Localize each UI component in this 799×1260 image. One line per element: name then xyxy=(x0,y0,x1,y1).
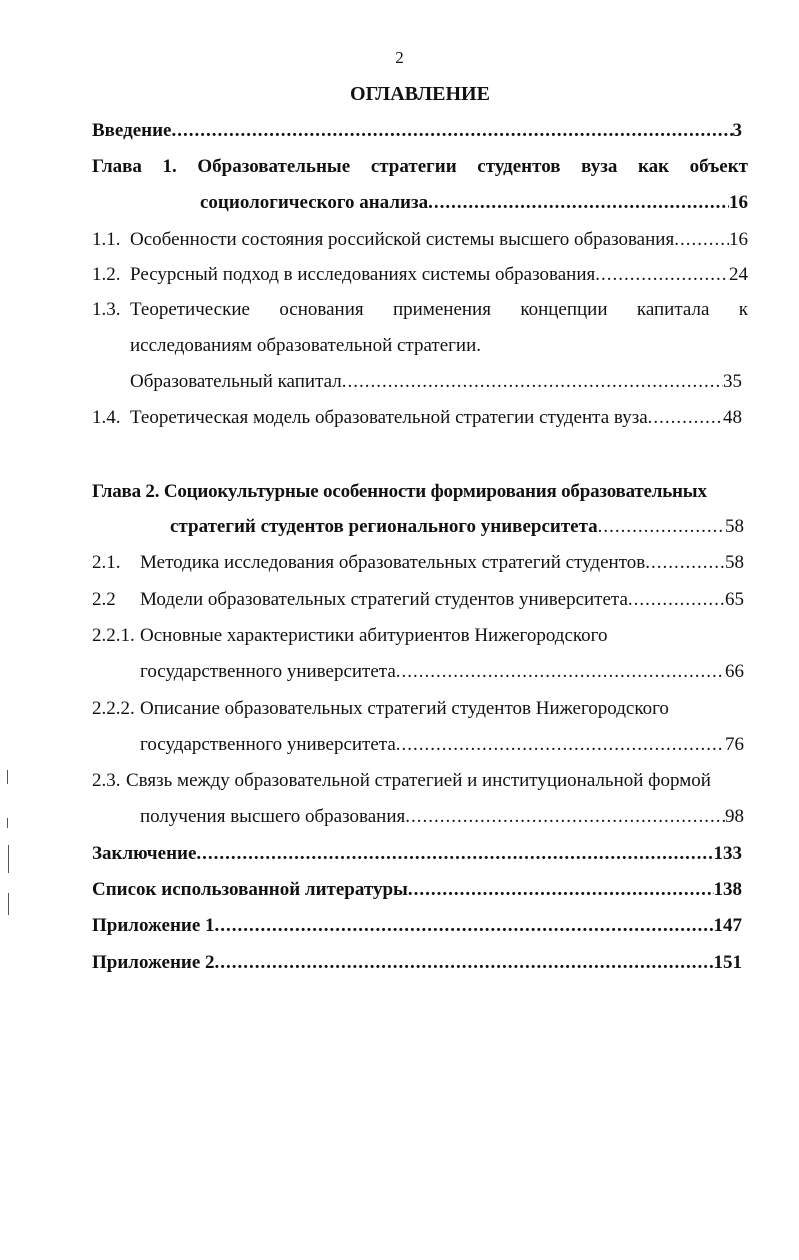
dot-leader xyxy=(196,843,713,865)
toc-entry-text: стратегий студентов регионального университета xyxy=(170,516,598,537)
heading-word: 1. xyxy=(162,156,177,177)
dot-leader xyxy=(396,661,725,683)
dot-leader xyxy=(405,806,725,828)
toc-section-1-1[interactable] xyxy=(92,229,748,251)
toc-page-number: 58 xyxy=(725,552,744,573)
heading-word: применения xyxy=(392,299,491,320)
heading-word: стратегии xyxy=(370,156,457,177)
toc-entry-text: Описание образовательных стратегий студентов Нижегородского xyxy=(140,698,669,719)
section-title-line xyxy=(130,299,748,321)
toc-page-number: 147 xyxy=(713,915,742,936)
toc-section-2-2-1-continuation[interactable] xyxy=(140,661,744,683)
section-number: 2.2.1. xyxy=(92,625,135,646)
dot-leader xyxy=(595,264,729,286)
toc-page-number: 138 xyxy=(713,879,742,900)
toc-page-number: 58 xyxy=(725,516,744,537)
dot-leader xyxy=(396,734,725,756)
toc-entry-text: Заключение xyxy=(92,843,197,864)
section-number: 1.3. xyxy=(92,299,121,320)
toc-entry-appendix-1[interactable] xyxy=(92,915,742,937)
toc-entry-text: Приложение 1 xyxy=(92,915,215,936)
scan-artifact xyxy=(8,845,9,873)
toc-section-2-2-2[interactable] xyxy=(92,698,712,720)
toc-entry-text: Приложение 2 xyxy=(92,952,215,973)
dot-leader xyxy=(342,371,723,393)
toc-entry-text: Ресурсный подход в исследованиях системы образования xyxy=(130,264,596,285)
section-number: 1.4. xyxy=(92,407,121,428)
dot-leader xyxy=(598,516,725,538)
toc-entry-text: государственного университета xyxy=(140,734,396,755)
toc-page-number: 151 xyxy=(713,952,742,973)
dot-leader xyxy=(645,552,725,574)
section-number: 1.2. xyxy=(92,264,121,285)
toc-section-2-3-continuation[interactable] xyxy=(140,806,744,828)
scan-artifact xyxy=(7,770,8,784)
scan-artifact xyxy=(8,893,9,915)
page-number: 2 xyxy=(395,48,404,67)
dot-leader xyxy=(215,952,714,974)
heading-word: студентов xyxy=(477,156,561,177)
toc-page-number: 76 xyxy=(725,734,744,755)
heading-word: к xyxy=(738,299,748,320)
toc-entry-text: получения высшего образования xyxy=(140,806,406,827)
dot-leader xyxy=(428,192,729,214)
dot-leader xyxy=(408,879,714,901)
toc-page-number: 65 xyxy=(725,589,744,610)
heading-word: Теоретические xyxy=(130,299,250,320)
heading-word: основания xyxy=(279,299,364,320)
toc-entry-text: социологического анализа xyxy=(200,192,429,213)
dot-leader xyxy=(674,229,729,251)
toc-entry-introduction[interactable] xyxy=(92,120,742,142)
toc-section-2-3[interactable] xyxy=(92,770,752,792)
toc-section-2-1[interactable] xyxy=(92,552,744,574)
toc-section-2-2[interactable] xyxy=(92,589,744,611)
toc-entry-appendix-2[interactable] xyxy=(92,952,742,974)
toc-chapter-1-continuation[interactable] xyxy=(200,192,748,214)
heading-word: капитала xyxy=(636,299,710,320)
section-number: 1.1. xyxy=(92,229,121,250)
section-number: 2.2 xyxy=(92,589,116,610)
toc-entry-conclusion[interactable] xyxy=(92,843,742,865)
toc-chapter-1-heading[interactable] xyxy=(92,156,748,178)
section-number: 2.1. xyxy=(92,552,121,573)
toc-page-number: 3 xyxy=(732,120,742,141)
toc-entry-text: Методика исследования образовательных стратегий студентов xyxy=(140,552,646,573)
toc-page-number: 48 xyxy=(723,407,742,428)
toc-entry-text: Модели образовательных стратегий студентов университета xyxy=(140,589,628,610)
toc-entry-text: государственного университета xyxy=(140,661,396,682)
toc-entry-text: исследованиям образовательной стратегии. xyxy=(130,335,482,356)
toc-page-number: 16 xyxy=(729,192,748,213)
toc-entry-references[interactable] xyxy=(92,879,742,901)
toc-page-number: 35 xyxy=(723,371,742,392)
toc-entry-text: Список использованной литературы xyxy=(92,879,408,900)
toc-page-number: 98 xyxy=(725,806,744,827)
toc-page-number: 133 xyxy=(713,843,742,864)
toc-chapter-2-heading[interactable] xyxy=(92,481,752,503)
heading-word: вуза xyxy=(581,156,618,177)
heading-word: Глава xyxy=(92,156,142,177)
toc-section-1-3-line-2 xyxy=(130,335,730,357)
toc-section-1-3-line-3[interactable] xyxy=(130,371,742,393)
toc-section-2-2-2-continuation[interactable] xyxy=(140,734,744,756)
dot-leader xyxy=(215,915,714,937)
toc-page-number: 66 xyxy=(725,661,744,682)
toc-entry-text: Связь между образовательной стратегией и институциональной формой xyxy=(126,770,711,791)
section-number: 2.2.2. xyxy=(92,698,135,719)
toc-chapter-2-continuation[interactable] xyxy=(170,516,744,538)
toc-section-2-2-1[interactable] xyxy=(92,625,692,647)
toc-page-number: 16 xyxy=(729,229,748,250)
toc-entry-text: Особенности состояния российской системы высшего образования xyxy=(130,229,675,250)
dot-leader xyxy=(648,407,723,429)
toc-entry-text: Основные характеристики абитуриентов Нижегородского xyxy=(140,625,608,646)
heading-word: Образовательные xyxy=(197,156,351,177)
scan-artifact xyxy=(7,818,8,828)
toc-section-1-4[interactable] xyxy=(92,407,742,429)
toc-section-1-2[interactable] xyxy=(92,264,748,286)
dot-leader xyxy=(172,120,733,142)
toc-entry-text: Введение xyxy=(92,120,172,141)
heading-word: концепции xyxy=(520,299,608,320)
dot-leader xyxy=(628,589,725,611)
toc-entry-text: Образовательный капитал xyxy=(130,371,342,392)
heading-word: объект xyxy=(689,156,748,177)
section-number: 2.3. xyxy=(92,770,121,791)
toc-entry-text: Теоретическая модель образовательной стратегии студента вуза xyxy=(130,407,648,428)
toc-page-number: 24 xyxy=(729,264,748,285)
page-title: ОГЛАВЛЕНИЕ xyxy=(350,83,490,105)
toc-section-1-3[interactable] xyxy=(92,299,748,321)
heading-word: как xyxy=(637,156,670,177)
toc-entry-text: Глава 2. Социокультурные особенности формирования образовательных xyxy=(92,481,707,502)
